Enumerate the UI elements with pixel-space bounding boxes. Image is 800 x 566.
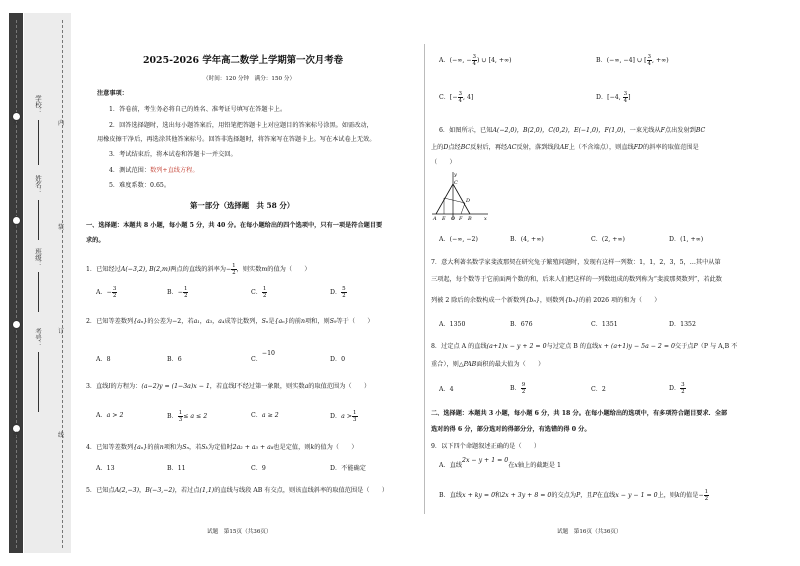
section2-heading: 二、选择题：本题共 3 小题，每小题 6 分，共 18 分。在每小题给出的选项中，有多项符合题目要求．全部 xyxy=(431,410,728,417)
option-a[interactable]: A．直线2x − y + 1 = 0在x轴上的截距是 1 xyxy=(439,457,561,469)
page-title: 2025-2026 学年高二数学上学期第一次月考卷 xyxy=(143,55,343,66)
fig-label-f: F xyxy=(459,216,463,222)
question-3: 3．直线l的方程为：(a−2)y = (1−3a)x − 1，若直线l不经过第一象限，则实数a的取值范围为（ ） xyxy=(86,383,371,390)
option-d[interactable]: D． $\frac{3}{2}$ xyxy=(669,382,685,395)
option-a[interactable]: A．− $\frac{3}{2}$ xyxy=(96,286,117,299)
option-b[interactable]: B．11 xyxy=(167,465,186,472)
page-footer-right: 试题 第16页（共36页） xyxy=(557,529,622,535)
question-6: 6．如图所示，已知A(−2,0)，B(2,0)，C(0,2)，E(−1,0)，F(1,0)，一束光线从F点出发射到BC xyxy=(439,127,706,134)
section1-heading-cont: 求的。 xyxy=(86,237,105,244)
fig-label-b: B xyxy=(468,216,472,222)
class-field[interactable] xyxy=(38,272,39,312)
cut-label-outer: 装 xyxy=(13,224,20,231)
binding-strip-light xyxy=(24,13,71,553)
option-a[interactable]: A．a > 2 xyxy=(96,412,124,419)
class-label: 班级： xyxy=(34,248,42,268)
option-c[interactable]: C．1351 xyxy=(591,321,618,328)
option-c[interactable]: C．2 xyxy=(591,386,606,393)
option-a[interactable]: A．1350 xyxy=(439,321,466,328)
option-a[interactable]: A．(−∞, − $\frac{3}{4}$ ) ∪ [4, +∞) xyxy=(439,54,512,67)
option-c[interactable]: C．a ≥ 2 xyxy=(251,412,279,419)
segment-ac xyxy=(436,184,453,214)
notice-item: 5．难度系数：0.65。 xyxy=(109,182,171,189)
cut-label-outer: 线 xyxy=(13,432,20,439)
option-d[interactable]: D．a > $\frac{1}{3}$ xyxy=(330,410,357,423)
option-b[interactable]: B． $\frac{1}{3}$ ≤ a ≤ 2 xyxy=(167,410,208,423)
option-d[interactable]: D．1352 xyxy=(669,321,696,328)
cut-label-outer: 外 xyxy=(13,120,20,127)
option-d[interactable]: D．(1, +∞) xyxy=(669,236,704,243)
exam-no-field[interactable] xyxy=(38,352,39,412)
question-7: 7．意大利著名数学家斐波那契在研究兔子繁殖问题时，发现有这样一列数：1，1，2，3，5，…其中从第 xyxy=(431,259,721,266)
question-7-cont: 列被 2 除后的余数构成一个新数列{bₙ}，则数列{bₙ}的前 2026 项的和为（ ） xyxy=(431,297,661,304)
notice-item: 2．回答选择题时，选出每小题答案后，用铅笔把答题卡上对应题目的答案标号涂黑。如需改动， xyxy=(109,122,373,129)
option-d[interactable]: D． $\frac{5}{2}$ xyxy=(330,286,346,299)
option-d[interactable]: D．不能确定 xyxy=(330,465,366,472)
question-8: 8．过定点 A 的直线(a+1)x − y + 2 = 0与过定点 B 的直线x + (a+1)y − 5a − 2 = 0交于点P（P 与 A,B 不 xyxy=(431,343,738,350)
test-scope: 数列+直线方程。 xyxy=(150,167,199,174)
notice-item: 4．测试范围：数列+直线方程。 xyxy=(109,167,199,174)
column-divider xyxy=(424,44,425,514)
option-b[interactable]: B．(4, +∞) xyxy=(510,236,544,243)
question-6-cont: （ ） xyxy=(431,159,456,166)
name-field[interactable] xyxy=(38,200,39,240)
fig-label-a: A xyxy=(433,216,437,222)
inner-cut-line xyxy=(62,20,63,548)
question-6-cont: 上的D点经BC反射后，再经AC反射，落到线段AE上（不含端点），则直线FD的斜率的取值范围是 xyxy=(431,144,699,151)
option-a[interactable]: A．(−∞, −2) xyxy=(439,236,478,243)
school-label: 学校： xyxy=(34,95,42,115)
exam-no-label: 考号： xyxy=(34,328,42,348)
name-label: 姓名： xyxy=(34,175,42,195)
option-b[interactable]: B．6 xyxy=(167,356,182,363)
notice-heading: 注意事项： xyxy=(97,90,128,97)
question-7-cont: 三项起，每个数等于它前面两个数的和，后来人们把这样的一列数组成的数列称为“斐波那契数列”，若此数 xyxy=(431,276,722,283)
cut-label-inner: 线 xyxy=(58,432,65,439)
option-b[interactable]: B． $\frac{9}{2}$ xyxy=(510,382,526,395)
notice-item: 1．答卷前，考生务必将自己的姓名、准考证号填写在答题卡上。 xyxy=(109,106,287,113)
question-4: 4．已知等差数列{aₙ}的前n项和为Sₙ，若Sₖ为定值时2a₂ + a₃ + a₈也是定值，则k的值为（ ） xyxy=(86,444,358,451)
cut-label-inner: 内 xyxy=(58,120,65,127)
fig-label-d: D xyxy=(466,198,471,204)
cut-label-inner: 订 xyxy=(58,328,65,335)
cut-label-outer: 订 xyxy=(13,328,20,335)
question-2: 2．已知等差数列{aₙ}的公差为−2，若a₁，a₃，a₄成等比数列，Sₙ是{aₙ}的前n项和，则S₉等于（ ） xyxy=(86,318,374,325)
option-d[interactable]: D．0 xyxy=(330,356,346,363)
question-8-cont: 重合），则△PAB面积的最大值为（ ） xyxy=(431,361,545,368)
option-b[interactable]: B．− $\frac{1}{2}$ xyxy=(167,286,188,299)
option-b[interactable]: B．直线x + ky = 0和2x + 3y + 8 = 0的交点为P，且P在直线x − y − 1 = 0上，则k的值是− $\frac{1}{2}$ xyxy=(439,489,709,502)
cut-label-inner: 装 xyxy=(58,224,65,231)
school-field[interactable] xyxy=(38,120,39,165)
fig-label-c: C xyxy=(454,180,458,186)
notice-item: 3．考试结束后，将本试卷和答题卡一并交回。 xyxy=(109,151,237,158)
question-9: 9．以下四个命题叙述正确的是（ ） xyxy=(431,443,541,450)
fraction: $\frac{1}{2}$ xyxy=(232,263,236,276)
option-b[interactable]: B．(−∞, −4] ∪ [ $\frac{3}{4}$ , +∞) xyxy=(596,54,669,67)
fig-label-e: E xyxy=(442,216,446,222)
section2-heading-cont: 选对的得 6 分，部分选对的得部分分，有选错的得 0 分。 xyxy=(431,426,591,433)
option-c[interactable]: C．(2, +∞) xyxy=(591,236,625,243)
question-1: 1．已知经过A(−3,2), B(2,m)两点的直线的斜率为− $\frac{1}{2}$ ，则实数m的值为（ ） xyxy=(86,263,311,276)
option-a[interactable]: A．8 xyxy=(96,356,111,363)
notice-item: 用橡皮擦干净后，再选涂其他答案标号。回答非选择题时，将答案写在答题卡上。写在本试卷上无效。 xyxy=(97,136,376,143)
option-a[interactable]: A．13 xyxy=(96,465,115,472)
fig-label-o: O xyxy=(451,216,456,222)
option-c[interactable]: C．[− $\frac{3}{4}$ , 4] xyxy=(439,91,474,104)
option-c[interactable]: C．9 xyxy=(251,465,266,472)
fig-label-y: y xyxy=(454,172,457,178)
option-c[interactable]: C． $\frac{1}{2}$ xyxy=(251,286,267,299)
reflection-figure xyxy=(430,170,490,222)
outer-cut-line xyxy=(16,20,17,548)
option-b[interactable]: B．676 xyxy=(510,321,533,328)
section1-heading: 一、选择题：本题共 8 小题，每小题 5 分，共 40 分。在每小题给出的四个选项中，只有一项是符合题目要 xyxy=(86,222,383,229)
part1-title: 第一部分（选择题 共 58 分） xyxy=(190,201,295,210)
question-5: 5．已知点A(2,−3)，B(−3,−2)，若过点(1,1)的直线与线段 AB 有交点，则该直线斜率的取值范围是（ ） xyxy=(86,487,389,494)
page-footer-left: 试题 第15页（共36页） xyxy=(207,529,272,535)
option-a[interactable]: A．4 xyxy=(439,386,454,393)
option-c[interactable]: C．−10 xyxy=(251,350,275,363)
option-d[interactable]: D．[−4, $\frac{3}{4}$ ] xyxy=(596,91,631,104)
fig-label-x: x xyxy=(484,216,487,222)
exam-meta: （时间：120 分钟 满分：150 分） xyxy=(203,76,296,82)
